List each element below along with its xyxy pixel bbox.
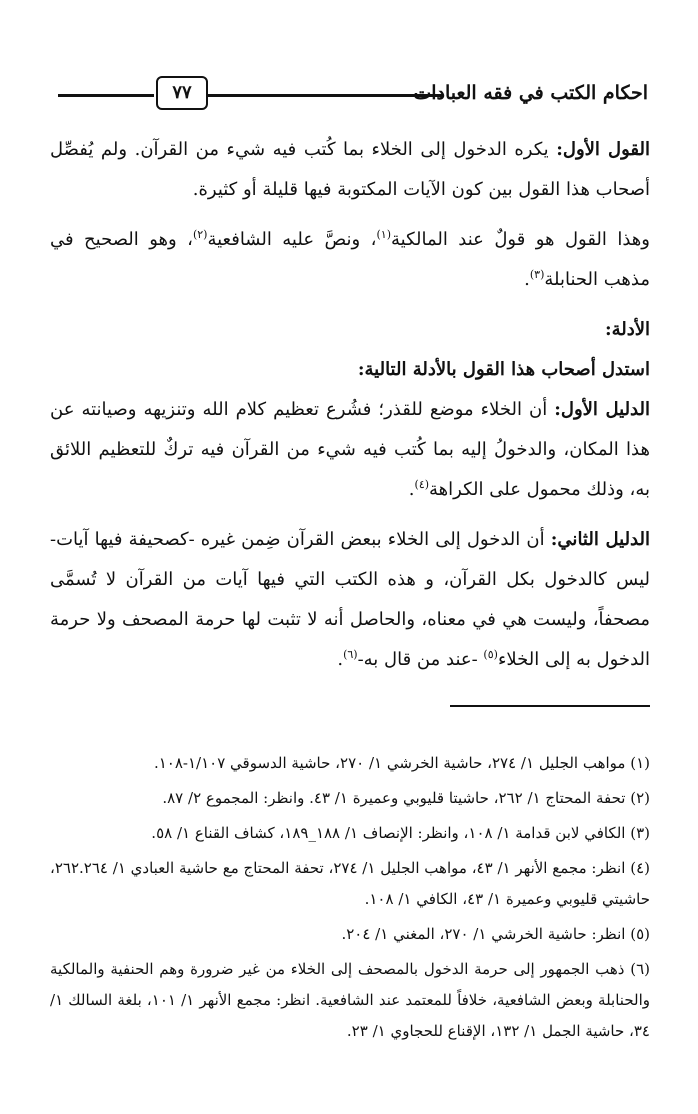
footnote-ref-5[interactable]: (٥) [483, 648, 498, 661]
evidence-heading: الأدلة: [604, 319, 650, 340]
footnote-separator [450, 705, 650, 707]
paragraph-evidence-1 [50, 390, 650, 510]
evidence-1-text: أن الخلاء موضع للقذر؛ فشُرع تعظيم كلام الله وتنزيهه وصيانته عن هذا المكان، والدخولُ إليه بما كُتب فيه شيء من القرآن فيه تركٌ للتعظيم اللائق به، وذلك محمول على الكراهة [50, 399, 650, 500]
paragraph-first-opinion [50, 130, 650, 210]
footnote-6: (٦) ذهب الجمهور إلى حرمة الدخول بالمصحف إلى الخلاء من غير ضرورة وهم الحنفية والمالكية والحنابلة وبعض الشافعية، خلافاً للمعتمد عند الشافعية. انظر: مجمع الأنهر ١/ ١٠١، بلغة السالك ١/ ٣٤، حاشية الجمل ١/ ١٣٢، الإقناع للحجاوي ١/ ٢٣. [50, 960, 650, 1040]
footnote-ref-4[interactable]: (٤) [414, 478, 430, 491]
schools-text-end: . [524, 269, 530, 290]
evidence-2-label: الدليل الثاني: [550, 529, 650, 550]
footnote-ref-6[interactable]: (٦) [343, 648, 358, 661]
schools-text-a: وهذا القول هو قولٌ عند المالكية [390, 229, 650, 250]
evidence-1-end: . [408, 479, 415, 500]
schools-text-c: ، وهو الصحيح في مذهب الحنابلة [50, 229, 650, 290]
first-opinion-text: يكره الدخول إلى الخلاء بما كُتب فيه شيء من القرآن. ولم يُفصِّل أصحاب هذا القول بين كون الآيات المكتوبة فيها قليلة أو كثيرة. [50, 139, 650, 200]
evidence-2-text: أن الدخول إلى الخلاء ببعض القرآن ضِمن غيره -كصحيفة فيها آيات- ليس كالدخول بكل القرآن، و هذه الكتب التي فيها آيات من القرآن لا تُسمَّى مصحفاً، وليست هي في معناه، والحاصل أنه لا تثبت لها حرمة المصحف ولا حرمة الدخول به إلى الخلاء [50, 529, 650, 670]
footnote-2: (٢) تحفة المحتاج ١/ ٢٦٢، حاشيتا قليوبي وعميرة ١/ ٤٣. وانظر: المجموع ٢/ ٨٧. [162, 789, 650, 807]
main-text [50, 130, 650, 690]
footnote-3: (٣) الكافي لابن قدامة ١/ ١٠٨، وانظر: الإنصاف ١/ ١٨٨_١٨٩، كشاف القناع ١/ ٥٨. [151, 824, 650, 842]
footnote-4: (٤) انظر: مجمع الأنهر ١/ ٤٣، مواهب الجليل ١/ ٢٧٤، تحفة المحتاج مع حاشية العبادي ١/ ٢٦٢.٢٦٤، حاشيتي قليوبي وعميرة ١/ ٤٣، الكافي ١/ ١٠٨. [50, 859, 650, 908]
footnote-1: (١) مواهب الجليل ١/ ٢٧٤، حاشية الخرشي ١/ ٢٧٠، حاشية الدسوقي ١/١٠٧-١٠٨. [153, 754, 650, 772]
evidence-1-label: الدليل الأول: [554, 399, 650, 420]
header-rule [206, 94, 443, 97]
paragraph-schools [50, 220, 650, 300]
footnote-5: (٥) انظر: حاشية الخرشي ١/ ٢٧٠، المغني ١/ ٢٠٤. [341, 925, 650, 943]
page-header [58, 76, 648, 110]
schools-text-b: ، ونصَّ عليه الشافعية [207, 229, 377, 250]
evidence-intro: استدل أصحاب هذا القول بالأدلة التالية: [357, 359, 650, 380]
running-title: احكام الكتب في فقه العبادات [413, 82, 648, 104]
first-opinion-label: القول الأول: [556, 139, 650, 160]
header-rule-end [58, 94, 154, 97]
evidence-2-mid: -عند من قال به- [357, 649, 484, 670]
evidence-2-end: . [337, 649, 344, 670]
paragraph-evidence-2 [50, 520, 650, 680]
footnote-ref-1[interactable]: (١) [376, 228, 391, 241]
footnote-ref-3[interactable]: (٣) [529, 268, 545, 281]
footnotes [50, 748, 650, 1051]
page-number: ٧٧ [156, 76, 208, 110]
footnote-ref-2[interactable]: (٢) [192, 228, 208, 241]
